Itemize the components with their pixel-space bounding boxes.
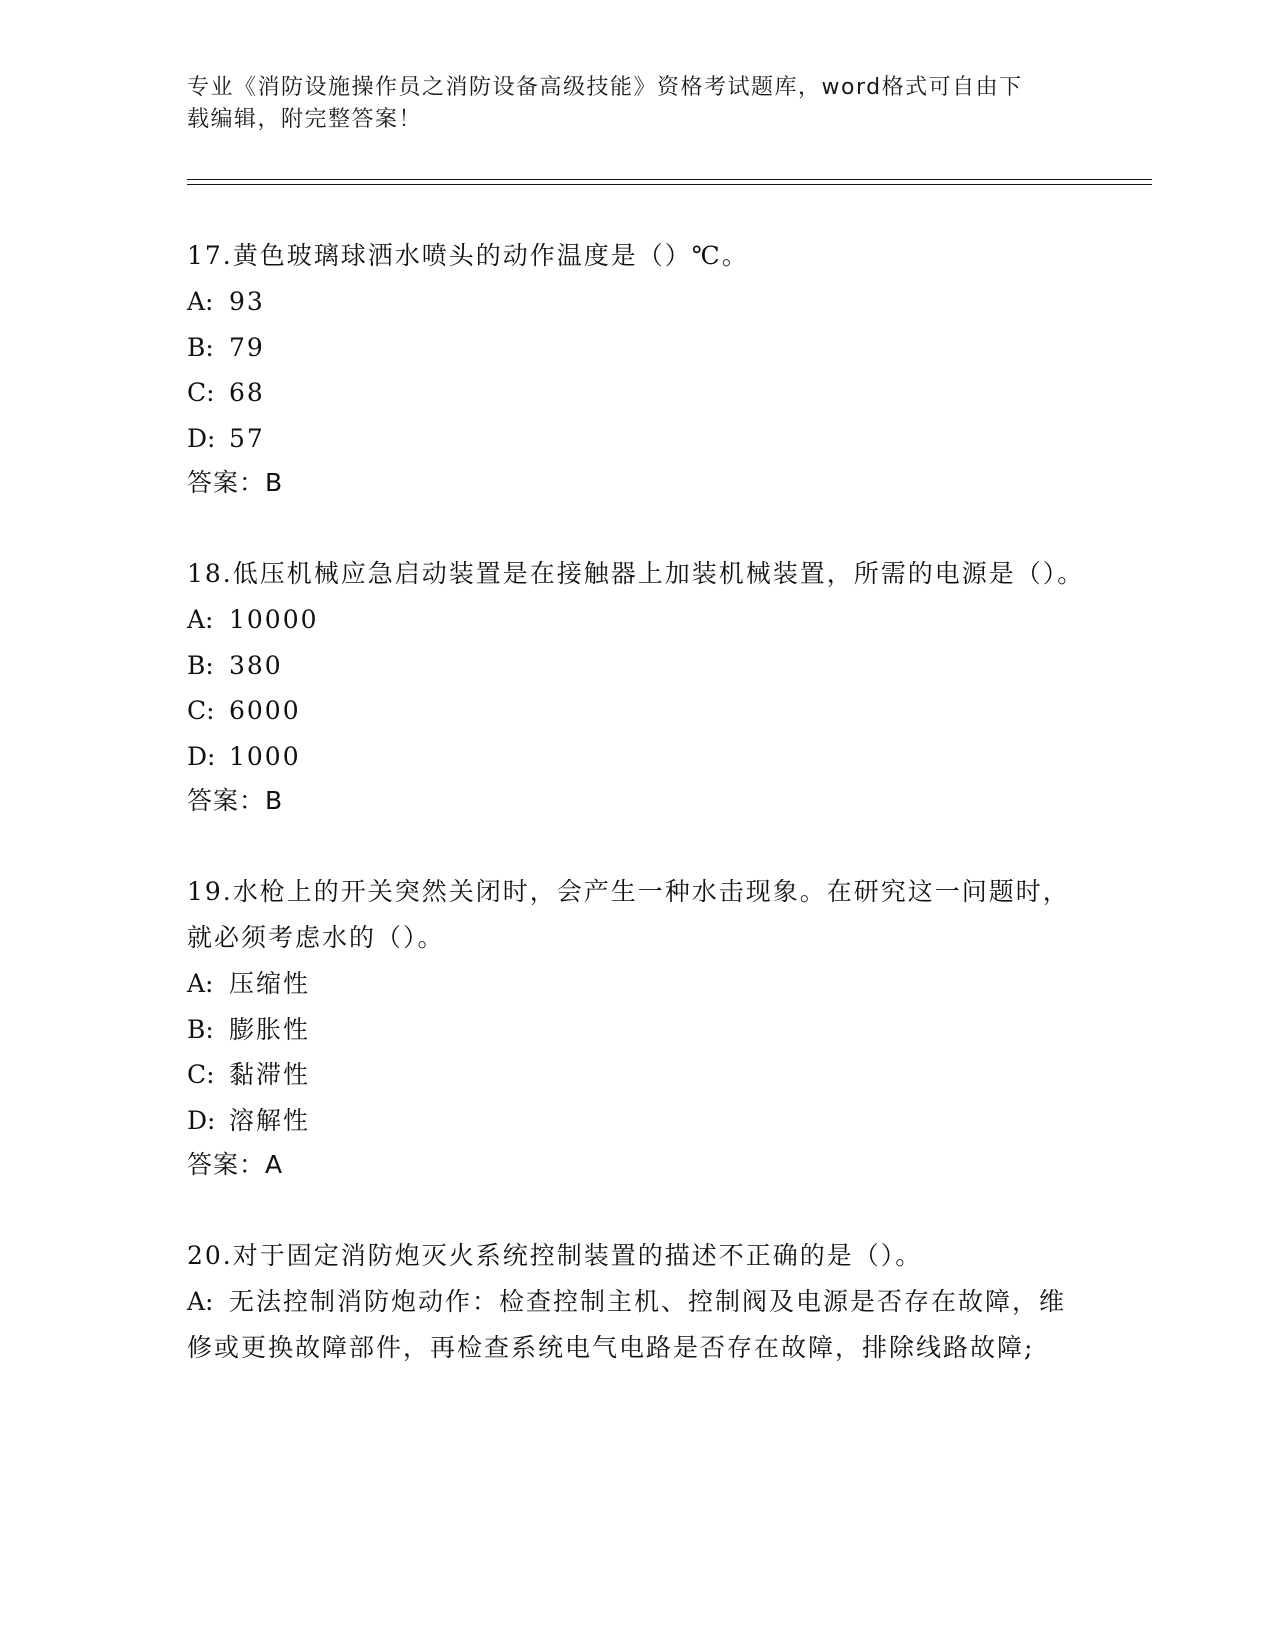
option-text: 93: [229, 287, 265, 316]
option-label: D:: [187, 423, 216, 453]
option-a: [187, 597, 1087, 643]
document-header: [187, 72, 1067, 136]
option-label: C:: [187, 696, 215, 725]
question-19: [187, 869, 1087, 1187]
option-b: [187, 325, 1087, 371]
option-d: [187, 734, 1087, 780]
option-d: [187, 416, 1087, 462]
option-text: 膨胀性: [229, 1014, 311, 1044]
option-text: 57: [229, 423, 265, 453]
question-list: [187, 233, 1087, 1416]
option-b: [187, 643, 1087, 689]
header-line-1: 专业《消防设施操作员之消防设备高级技能》资格考试题库，word格式可自由下: [187, 75, 1023, 100]
option-label: A:: [187, 1287, 214, 1316]
question-title: 19.水枪上的开关突然关闭时，会产生一种水击现象。在研究这一问题时，就必须考虑水的（）。: [187, 877, 1070, 952]
option-text: 10000: [229, 605, 319, 634]
option-label: C:: [187, 378, 215, 407]
header-divider: [187, 179, 1152, 185]
option-label: B:: [187, 332, 214, 362]
option-c: [187, 688, 1087, 734]
option-label: A:: [187, 969, 214, 998]
option-text: 无法控制消防炮动作：检查控制主机、控制阀及电源是否存在故障，维修或更换故障部件，再检查系统电气电路是否存在故障，排除线路故障;: [187, 1287, 1067, 1362]
header-line-2: 载编辑，附完整答案！: [187, 107, 423, 132]
answer-line: 答案：B: [187, 468, 284, 497]
option-a: [187, 279, 1087, 325]
option-text: 380: [229, 650, 283, 680]
question-20: [187, 1233, 1087, 1370]
option-text: 压缩性: [229, 969, 311, 998]
option-b: [187, 1007, 1087, 1053]
option-label: A:: [187, 605, 214, 634]
option-label: C:: [187, 1060, 215, 1089]
option-label: B:: [187, 1014, 214, 1044]
option-label: D:: [187, 741, 216, 771]
option-text: 黏滞性: [229, 1060, 311, 1089]
option-text: 68: [229, 378, 265, 407]
question-18: [187, 551, 1087, 823]
answer-line: 答案：B: [187, 786, 284, 815]
option-label: A:: [187, 287, 214, 316]
option-label: B:: [187, 650, 214, 680]
option-text: 1000: [229, 741, 301, 771]
option-c: [187, 370, 1087, 416]
option-label: D:: [187, 1105, 216, 1135]
question-title: 18.低压机械应急启动装置是在接触器上加装机械装置，所需的电源是（）。: [187, 559, 1085, 588]
question-title: 20.对于固定消防炮灭火系统控制装置的描述不正确的是（）。: [187, 1241, 923, 1270]
answer-line: 答案：A: [187, 1150, 284, 1179]
option-a: [187, 961, 1087, 1007]
question-17: [187, 233, 1087, 505]
question-title: 17.黄色玻璃球洒水喷头的动作温度是（）℃。: [187, 241, 749, 270]
option-text: 6000: [229, 696, 301, 725]
option-d: [187, 1098, 1087, 1144]
option-text: 溶解性: [229, 1105, 311, 1135]
option-a: [187, 1279, 1087, 1370]
option-text: 79: [229, 332, 265, 362]
option-c: [187, 1052, 1087, 1098]
